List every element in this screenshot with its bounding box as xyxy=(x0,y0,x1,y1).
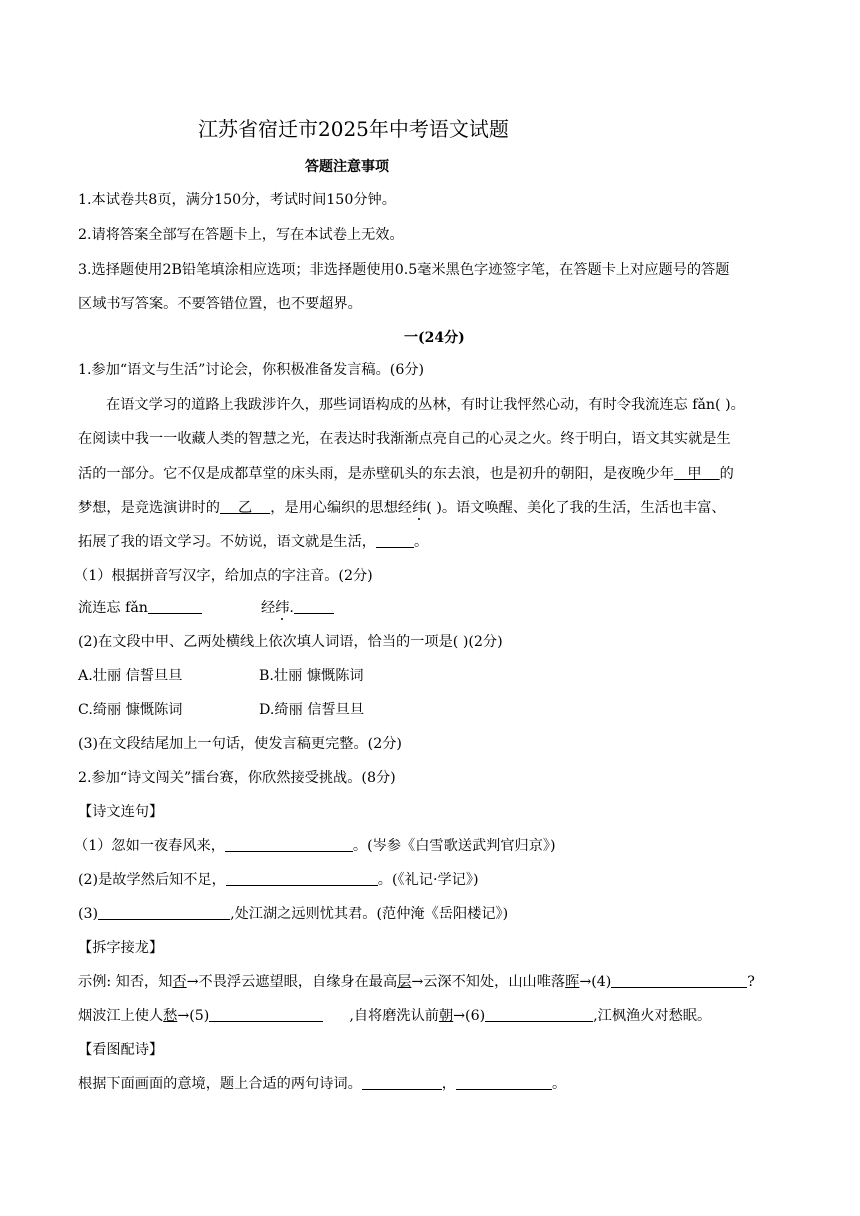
picture-comma: ， xyxy=(441,1076,456,1092)
q2-line-3 xyxy=(78,904,508,924)
example-text-1: 示例: 知否，知 xyxy=(78,974,173,990)
answer-blank-wei[interactable] xyxy=(294,599,334,614)
answer-blank-6[interactable] xyxy=(485,1007,593,1022)
answer-blank-ending[interactable] xyxy=(376,533,414,548)
underlined-char-fou: 否 xyxy=(172,974,187,990)
q1-sub-1: （1）根据拼音写汉字，给加点的字注音。(2分) xyxy=(74,568,373,584)
option-b[interactable]: B.壮丽 慷慨陈词 xyxy=(259,668,364,684)
q1-passage-line-5 xyxy=(78,532,428,552)
dotted-char-wei: 纬 xyxy=(412,500,427,516)
answer-blank-4[interactable] xyxy=(611,973,747,988)
q2-stem: 2.参加“诗文闯关”擂台赛，你欣然接受挑战。(8分) xyxy=(78,770,396,786)
option-c[interactable]: C.绮丽 慷慨陈词 xyxy=(78,702,183,718)
chain-text-1: 烟波江上使人 xyxy=(78,1008,164,1024)
picture-instruction: 根据下面画面的意境，题上合适的两句诗词。 xyxy=(78,1076,362,1092)
q1-passage-line-4-text: 梦想，是竞选演讲时的 xyxy=(78,500,220,516)
example-text-2: →不畏浮云遮望眼，自缘身在最高 xyxy=(186,974,398,990)
answer-blank-poem-2[interactable] xyxy=(456,1075,552,1090)
q1-passage-line-4 xyxy=(78,498,726,518)
chain-text-2: →(5) xyxy=(177,1008,210,1024)
q1-sub-1-answer-wei xyxy=(261,598,334,618)
q2-line-3-label: (3) xyxy=(78,906,99,922)
blank-jia xyxy=(674,466,720,482)
q1-passage-line-1: 在语文学习的道路上我跋涉许久，那些词语构成的丛林，有时让我怦然心动，有时令我流连忘 fǎn( )。 xyxy=(106,397,745,413)
answer-blank-2[interactable] xyxy=(226,871,378,886)
wei-label: 经 xyxy=(261,600,276,616)
q1-passage-line-5-end: 。 xyxy=(413,534,429,550)
q1-sub-3: (3)在文段结尾加上一句话，使发言稿更完整。(2分) xyxy=(78,736,402,752)
blank-yi xyxy=(220,500,270,516)
chain-text-3: ,自将磨洗认前 xyxy=(349,1008,439,1024)
q2-line-3-text: ,处江湖之远则忧其君。(范仲淹《岳阳楼记》) xyxy=(230,906,509,922)
notice-item-2: 2.请将答案全部写在答题卡上，写在本试卷上无效。 xyxy=(78,227,404,243)
q2-example-line xyxy=(78,972,755,992)
notice-item-1: 1.本试卷共8页，满分150分，考试时间150分钟。 xyxy=(78,192,396,208)
q1-passage-line-4-mid: ，是用心编织的思想经 xyxy=(270,500,413,516)
underlined-char-chao: 朝 xyxy=(438,1008,454,1024)
section-1-heading: 一(24分) xyxy=(404,330,465,346)
q1-passage-line-3-text: 活的一部分。它不仅是成都草堂的床头雨，是赤壁矶头的东去浪，也是初升的朝阳，是夜晚少年 xyxy=(78,466,674,482)
picture-period: 。 xyxy=(551,1076,567,1092)
q2-line-1-text: （1）忽如一夜春风来， xyxy=(74,838,225,854)
blank-yi-label: 乙 xyxy=(237,500,253,516)
option-a[interactable]: A.壮丽 信誓旦旦 xyxy=(78,668,183,684)
answer-blank-5[interactable] xyxy=(209,1007,323,1022)
answer-blank-poem-1[interactable] xyxy=(362,1075,442,1090)
q2-line-1-source: 。(岑参《白雪歌送武判官归京》) xyxy=(352,838,556,854)
chain-text-5: ,江枫渔火对愁眠。 xyxy=(593,1008,712,1024)
wei-dot: . xyxy=(289,600,294,616)
q1-passage-line-5-text: 拓展了我的语文学习。不妨说，语文就是生活， xyxy=(78,534,376,550)
q2-line-2-source: 。(《礼记·学记》) xyxy=(377,872,479,888)
q1-passage-line-2: 在阅读中我一一收藏人类的智慧之光，在表达时我渐渐点亮自己的心灵之火。终于明白，语文其实就是生 xyxy=(78,431,731,447)
underlined-char-chou: 愁 xyxy=(163,1008,178,1024)
pinyin-fan-label: 流连忘 fǎn xyxy=(78,600,148,616)
underlined-char-ceng: 层 xyxy=(397,974,412,990)
page-title: 江苏省宿迁市2025年中考语文试题 xyxy=(198,117,509,141)
answer-blank-fan[interactable] xyxy=(148,599,202,614)
underlined-char-hui: 晖 xyxy=(565,974,580,990)
option-d[interactable]: D.绮丽 信誓旦旦 xyxy=(259,702,365,718)
q2-line-1 xyxy=(74,836,556,856)
part-poetry-connect: 【诗文连句】 xyxy=(78,804,164,820)
notice-heading: 答题注意事项 xyxy=(305,159,389,175)
blank-jia-label: 甲 xyxy=(687,466,702,482)
notice-item-3-line-1: 3.选择题使用2B铅笔填涂相应选项；非选择题使用0.5毫米黑色字迹签字笔，在答题卡上对应题号的答题 xyxy=(78,262,730,278)
q1-passage-line-3 xyxy=(78,464,734,484)
q1-sub-1-answer-fan xyxy=(78,598,202,618)
q1-passage-line-4-end: ( )。语文唤醒、美化了我的生活，生活也丰富、 xyxy=(426,500,726,516)
answer-blank-1[interactable] xyxy=(225,837,353,852)
example-text-4: →(4) xyxy=(579,974,612,990)
q1-sub-2: (2)在文段中甲、乙两处横线上依次填人词语，恰当的一项是( )(2分) xyxy=(78,634,503,650)
part-picture-poem: 【看图配诗】 xyxy=(78,1042,164,1058)
dotted-char-wei-2: 纬 xyxy=(275,600,290,616)
q2-picture-line xyxy=(78,1074,566,1094)
q2-line-2 xyxy=(78,870,479,890)
q2-line-2-text: (2)是故学然后知不足， xyxy=(78,872,226,888)
example-text-5: ? xyxy=(747,974,755,990)
q1-passage-line-3-end: 的 xyxy=(719,466,734,482)
answer-blank-3[interactable] xyxy=(98,905,230,920)
chain-text-4: →(6) xyxy=(453,1008,486,1024)
q2-chain-line xyxy=(78,1006,711,1026)
example-text-3: →云深不知处，山山唯落 xyxy=(411,974,566,990)
notice-item-3-line-2: 区域书写答案。不要答错位置，也不要超界。 xyxy=(78,296,362,312)
part-char-chain: 【拆字接龙】 xyxy=(78,940,164,956)
q1-stem: 1.参加“语文与生活”讨论会，你积极准备发言稿。(6分) xyxy=(78,362,425,378)
